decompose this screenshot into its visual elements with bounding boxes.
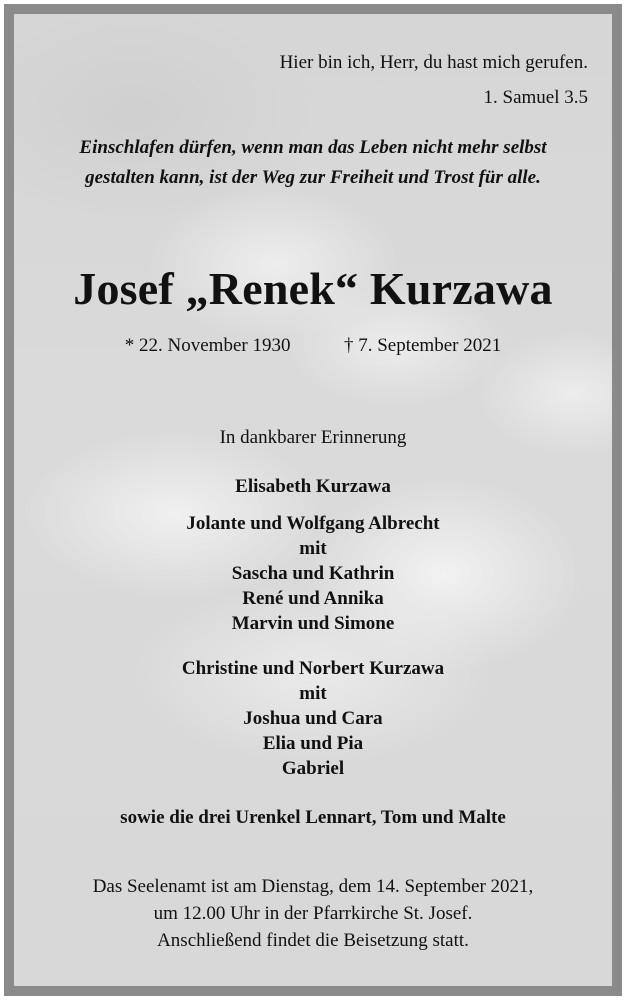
family-2-head: Christine und Norbert Kurzawa (181, 658, 445, 679)
service-line-3: Anschließend findet die Beisetzung statt. (157, 930, 469, 951)
bible-verse: Hier bin ich, Herr, du hast mich gerufen. (279, 52, 588, 73)
birth-date: * 22. November 1930 (124, 335, 291, 356)
family-1-head: Jolante und Wolfgang Albrecht (186, 513, 440, 534)
family-2-member: Elia und Pia (262, 733, 364, 754)
family-1-member: René und Annika (242, 588, 384, 609)
family-1-with: mit (299, 538, 327, 559)
obituary-frame (4, 4, 622, 996)
quote-line-2: gestalten kann, ist der Weg zur Freiheit und Trost für alle. (85, 167, 541, 188)
service-line-2: um 12.00 Uhr in der Pfarrkirche St. Josef. (153, 903, 473, 924)
death-date: † 7. September 2021 (343, 335, 502, 356)
bible-reference: 1. Samuel 3.5 (483, 87, 588, 108)
family-2-member: Joshua und Cara (243, 708, 383, 729)
family-1-member: Marvin und Simone (231, 613, 395, 634)
deceased-name: Josef „Renek“ Kurzawa (73, 263, 553, 314)
family-2-member: Gabriel (281, 758, 345, 779)
family-1-member: Sascha und Kathrin (231, 563, 395, 584)
great-grandchildren: sowie die drei Urenkel Lennart, Tom und Malte (120, 807, 506, 828)
spouse-name: Elisabeth Kurzawa (235, 476, 391, 497)
life-dates (14, 335, 612, 357)
intro-text: In dankbarer Erinnerung (219, 427, 407, 448)
quote-line-1: Einschlafen dürfen, wenn man das Leben nicht mehr selbst (79, 137, 547, 158)
obituary-card (14, 14, 612, 986)
service-line-1: Das Seelenamt ist am Dienstag, dem 14. September 2021, (92, 876, 534, 897)
family-2-with: mit (299, 683, 327, 704)
